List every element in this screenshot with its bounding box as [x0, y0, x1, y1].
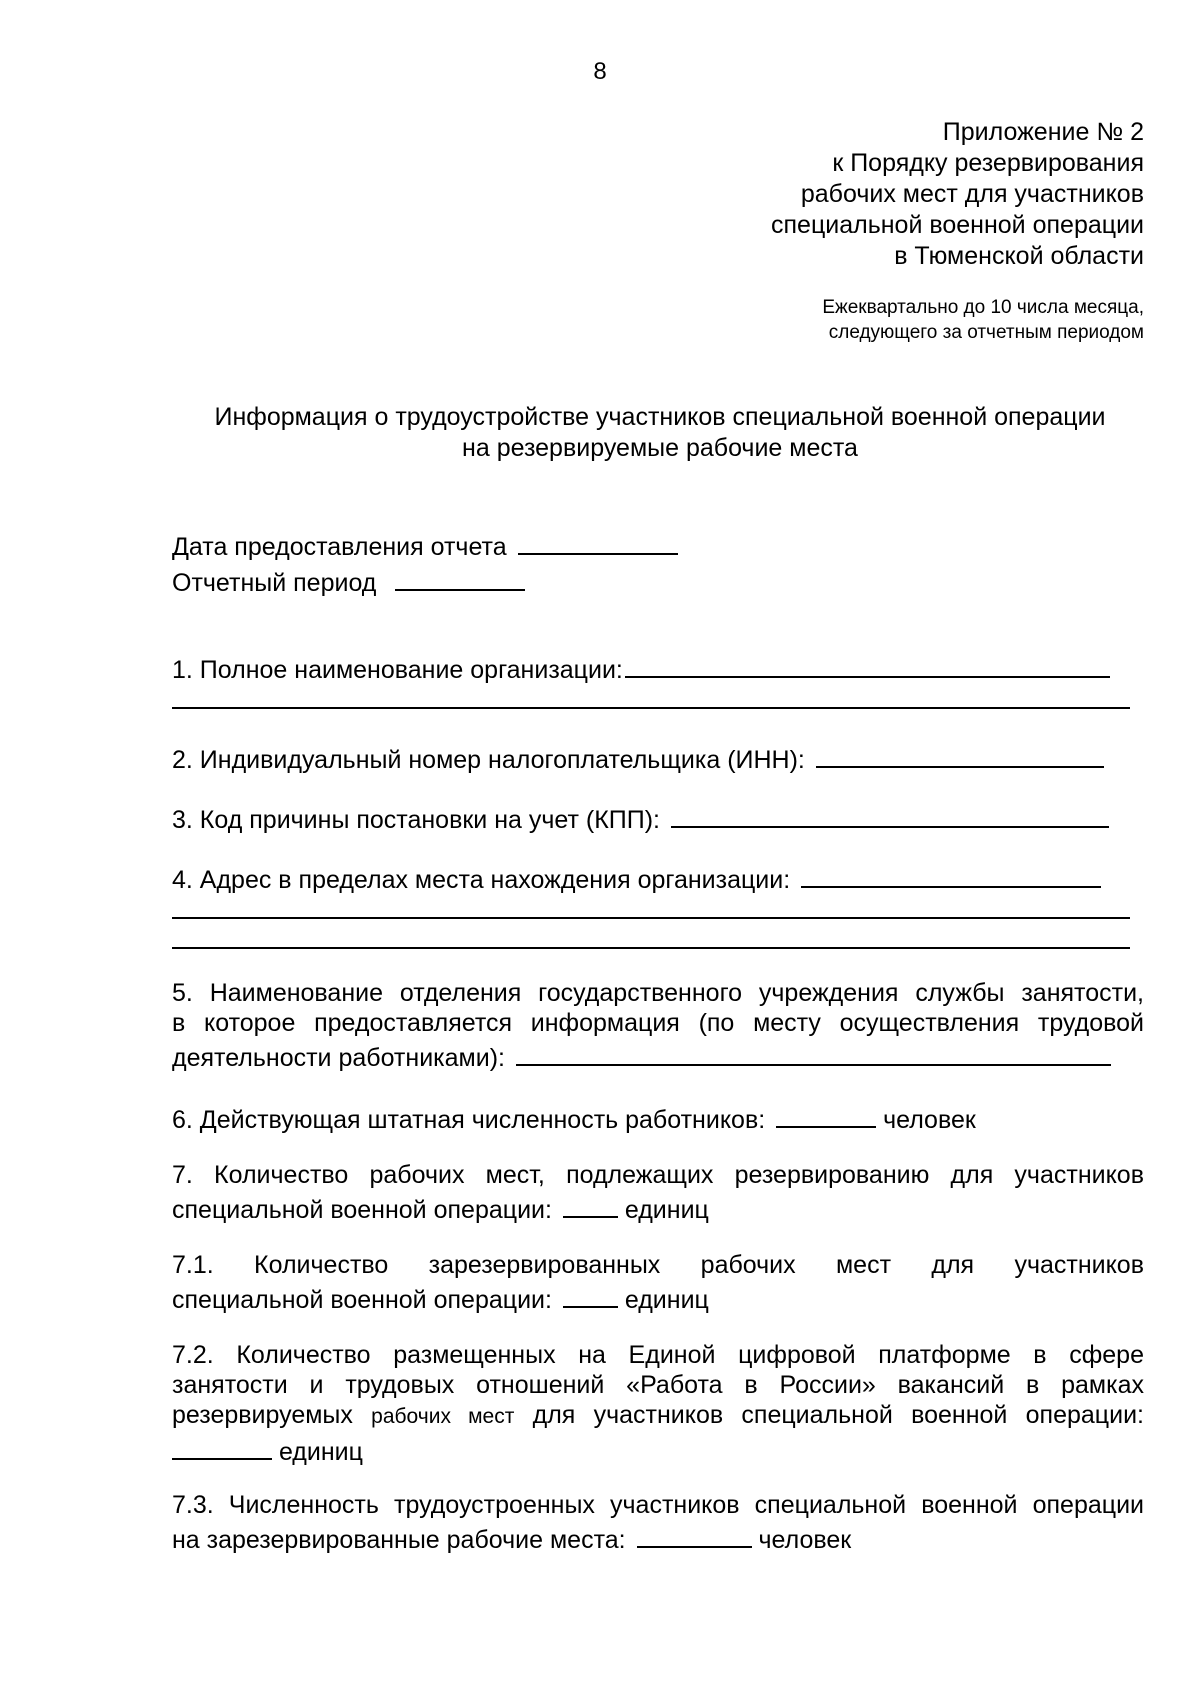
item-3	[172, 800, 1144, 835]
item-7-2-line: 7.2. Количество размещенных на Единой цифровой платформе в сфере	[172, 1341, 1144, 1369]
item-7-1-label: специальной военной операции:	[172, 1286, 552, 1314]
address-field-line3[interactable]	[172, 945, 1144, 949]
address-field[interactable]	[801, 860, 1101, 888]
appendix-line: в Тюменской области	[894, 242, 1144, 270]
item-7-3-line: 7.3. Численность трудоустроенных участников специальной военной операции	[172, 1491, 1144, 1519]
item-7-3-unit: человек	[758, 1526, 852, 1554]
title-line: на резервируемые рабочие места	[462, 434, 858, 462]
employment-office-field[interactable]	[516, 1038, 1111, 1066]
item-7-3-label: на зарезервированные рабочие места:	[172, 1526, 626, 1554]
organization-name-field[interactable]	[625, 650, 1110, 678]
item-5	[172, 978, 1144, 1073]
organization-name-field-line2[interactable]	[172, 705, 1144, 709]
appendix-line: специальной военной операции	[771, 211, 1144, 239]
item-7-2-text: резервируемых	[172, 1401, 353, 1429]
report-date-label: Дата предоставления отчета	[172, 533, 507, 561]
appendix-header	[544, 117, 1144, 272]
item-7	[172, 1160, 1144, 1225]
report-meta	[172, 527, 1144, 599]
item-7-1-unit: единиц	[624, 1286, 709, 1314]
appendix-line: Приложение № 2	[942, 118, 1144, 146]
item-4-label: 4. Адрес в пределах места нахождения организации:	[172, 866, 791, 894]
report-date-field[interactable]	[518, 527, 678, 555]
staff-count-field[interactable]	[776, 1100, 876, 1128]
document-title	[120, 402, 1200, 464]
employed-participants-field[interactable]	[637, 1520, 752, 1548]
appendix-line: рабочих мест для участников	[800, 180, 1144, 208]
item-7-2-text: для участников специальной военной операции:	[532, 1401, 1144, 1429]
item-6-unit: человек	[883, 1106, 976, 1134]
item-7-2-text-small: рабочих мест	[371, 1405, 515, 1428]
item-2	[172, 740, 1144, 775]
deadline-note	[544, 295, 1144, 345]
address-field-line2[interactable]	[172, 915, 1144, 919]
kpp-field[interactable]	[671, 800, 1109, 828]
item-5-line: 5. Наименование отделения государственного учреждения службы занятости,	[172, 979, 1144, 1007]
item-5-label: деятельности работниками):	[172, 1044, 505, 1072]
item-7-2-line: занятости и трудовых отношений «Работа в России» вакансий в рамках	[172, 1371, 1144, 1399]
reserved-places-field[interactable]	[563, 1280, 618, 1308]
appendix-line: к Порядку резервирования	[832, 149, 1144, 177]
page-number: 8	[593, 58, 607, 85]
item-4	[172, 860, 1144, 895]
item-6	[172, 1100, 1144, 1135]
item-5-line: в которое предоставляется информация (по месту осуществления трудовой	[172, 1009, 1144, 1037]
item-7-1-line: 7.1. Количество зарезервированных рабочих мест для участников	[172, 1251, 1144, 1279]
title-line: Информация о трудоустройстве участников специальной военной операции	[214, 403, 1106, 431]
item-1	[172, 650, 1144, 685]
item-2-label: 2. Индивидуальный номер налогоплательщика (ИНН):	[172, 746, 805, 774]
deadline-line: Ежеквартально до 10 числа месяца,	[822, 297, 1144, 318]
item-1-label: 1. Полное наименование организации:	[172, 656, 623, 684]
inn-field[interactable]	[816, 740, 1104, 768]
report-period-field[interactable]	[395, 563, 525, 591]
report-period-row	[172, 563, 1144, 599]
report-date-row	[172, 527, 1144, 563]
item-3-label: 3. Код причины постановки на учет (КПП):	[172, 806, 660, 834]
item-6-label: 6. Действующая штатная численность работников:	[172, 1106, 766, 1134]
item-7-2-unit: единиц	[278, 1438, 363, 1466]
item-7-1	[172, 1250, 1144, 1315]
item-7-unit: единиц	[624, 1196, 709, 1224]
item-7-3	[172, 1490, 1144, 1555]
item-7-label: специальной военной операции:	[172, 1196, 552, 1224]
posted-vacancies-field[interactable]	[172, 1432, 272, 1460]
places-to-reserve-field[interactable]	[563, 1190, 618, 1218]
item-7-line: 7. Количество рабочих мест, подлежащих резервированию для участников	[172, 1161, 1144, 1189]
deadline-line: следующего за отчетным периодом	[828, 322, 1144, 343]
report-period-label: Отчетный период	[172, 569, 377, 597]
item-7-2	[172, 1340, 1144, 1467]
